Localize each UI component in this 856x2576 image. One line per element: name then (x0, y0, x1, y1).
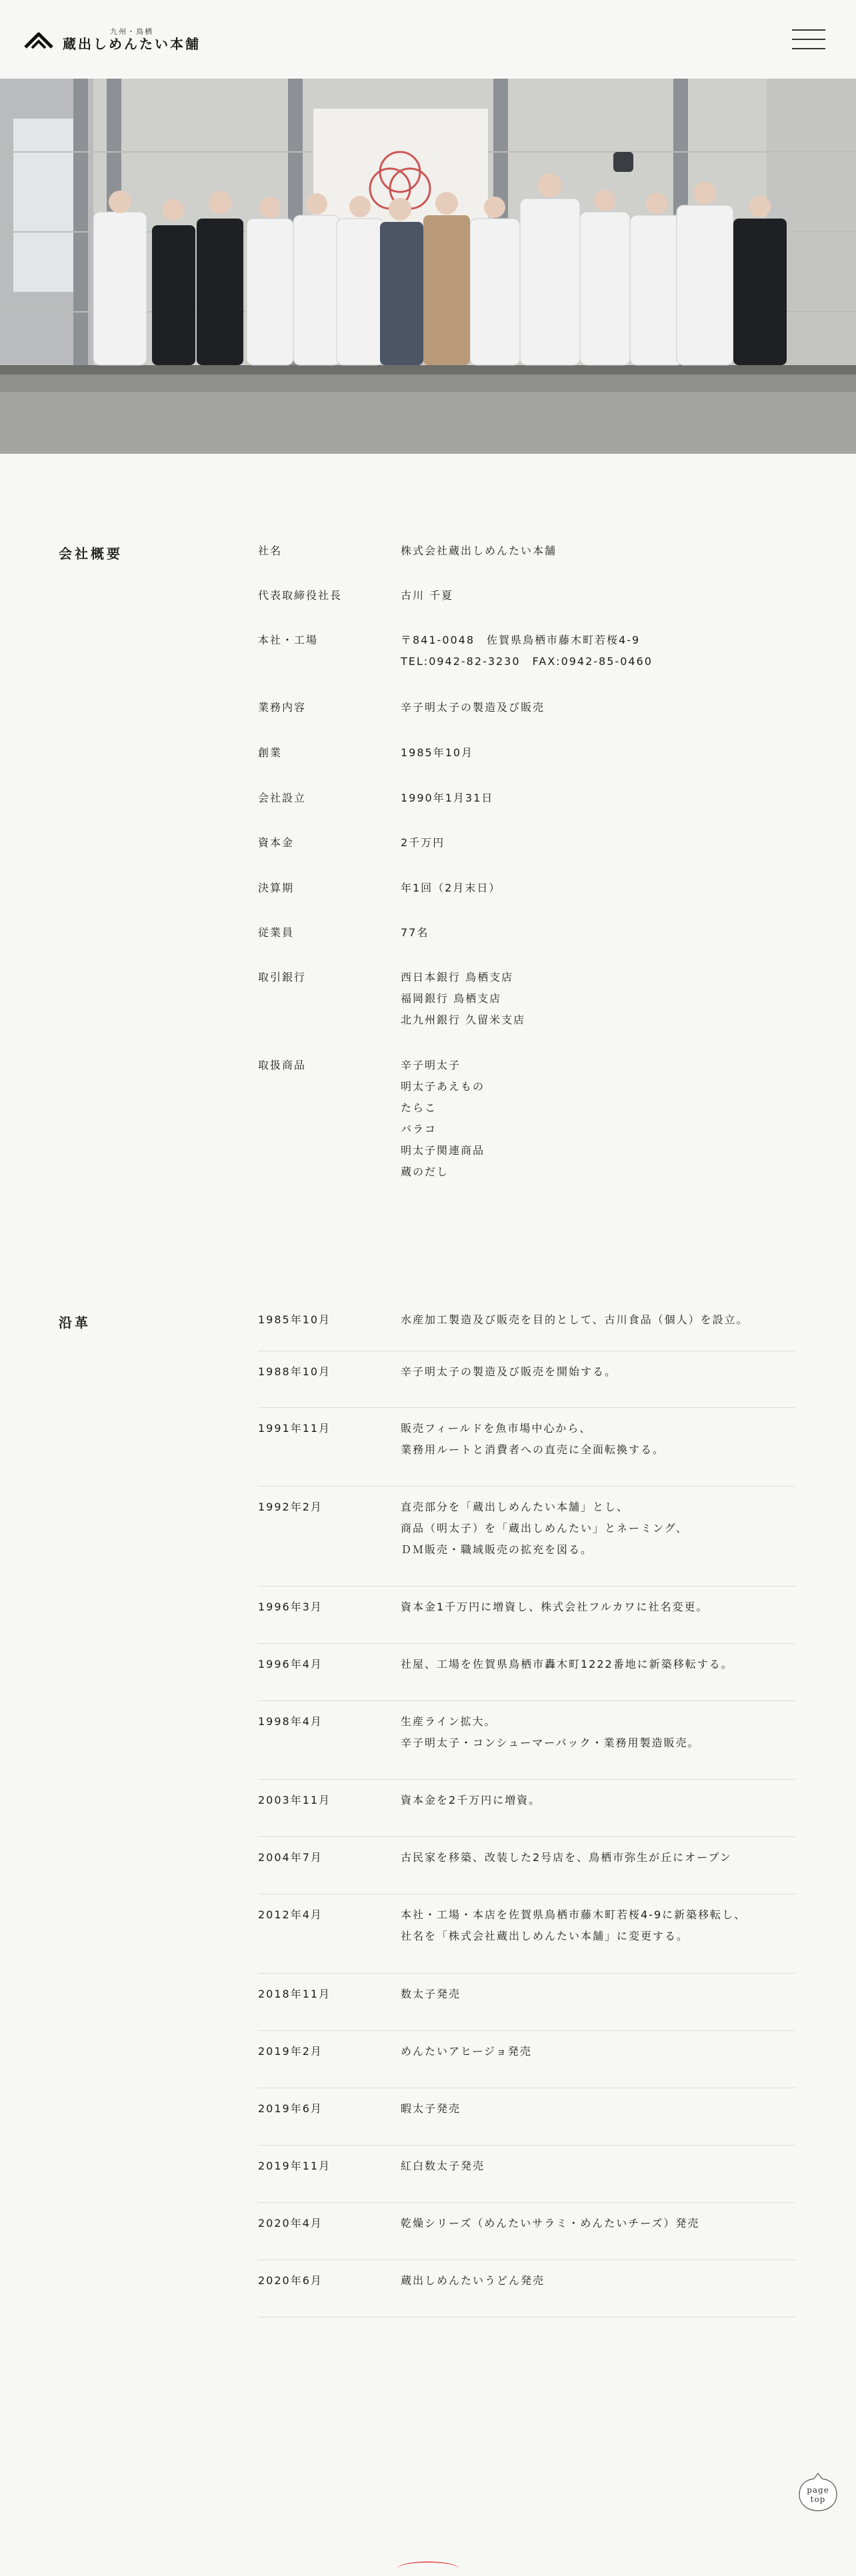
history-row (258, 1643, 795, 1701)
history-text: 生産ライン拡大。 (401, 1715, 497, 1728)
history-text: 乾燥シリーズ（めんたいサラミ・めんたいチーズ）発売 (401, 2217, 700, 2230)
history-date: 1985年10月 (258, 1313, 331, 1326)
history-date: 2019年2月 (258, 2045, 323, 2058)
history-row (258, 2202, 795, 2260)
history-title: 沿革 (59, 1315, 91, 1331)
history-text: 資本金を2千万円に増資。 (401, 1794, 541, 1806)
history-date: 1988年10月 (258, 1365, 331, 1378)
info-label: 創業 (258, 746, 283, 759)
hamburger-menu-button[interactable] (792, 28, 825, 51)
info-label: 取扱商品 (258, 1059, 307, 1071)
info-row-ceo (258, 585, 795, 606)
history-row (258, 2030, 795, 2088)
info-row-founded (258, 742, 795, 764)
logo-subtitle: 九州・鳥栖 (110, 27, 153, 36)
info-value: 辛子明太子 (401, 1059, 461, 1071)
info-value: 77名 (401, 926, 429, 939)
info-value: 明太子関連商品 (401, 1144, 485, 1157)
info-label: 社名 (258, 544, 283, 557)
info-value: 明太子あえもの (401, 1080, 485, 1093)
history-row (258, 1309, 795, 1351)
info-value: 北九州銀行 久留米支店 (401, 1013, 526, 1026)
info-value: 年1回（2月末日） (401, 882, 501, 894)
info-value: 株式会社蔵出しめんたい本舗 (401, 544, 557, 557)
info-label: 資本金 (258, 836, 295, 849)
history-date: 2019年6月 (258, 2102, 323, 2115)
history-text: 蔵出しめんたいうどん発売 (401, 2274, 545, 2287)
history-text: ＤＭ販売・職域販売の拡充を図る。 (401, 1543, 593, 1556)
history-row (258, 2145, 795, 2203)
history-date: 2019年11月 (258, 2160, 331, 2172)
history-row (258, 1973, 795, 2031)
roof-logo-icon (24, 30, 53, 50)
history-row (258, 1779, 795, 1837)
history-text: 本社・工場・本店を佐賀県鳥栖市藤木町若桜4-9に新築移転し、 (401, 1908, 747, 1921)
history-text: 辛子明太子・コンシューマーパック・業務用製造販売。 (401, 1736, 700, 1749)
info-label: 取引銀行 (258, 971, 307, 983)
history-text: 水産加工製造及び販売を目的として、古川食品（個人）を設立。 (401, 1313, 749, 1326)
info-label: 会社設立 (258, 792, 307, 804)
history-text: 業務用ルートと消費者への直売に全面転換する。 (401, 1443, 665, 1456)
page-top-label-2: top (810, 2495, 826, 2504)
info-row-established (258, 788, 795, 809)
info-label: 代表取締役社長 (258, 589, 343, 602)
history-date: 2012年4月 (258, 1908, 323, 1921)
info-label: 業務内容 (258, 701, 307, 714)
history-text: 数太子発売 (401, 1988, 461, 2000)
history-row (258, 2259, 795, 2317)
history-date: 2020年6月 (258, 2274, 323, 2287)
history-text: 紅白数太子発売 (401, 2160, 485, 2172)
history-text: 暇太子発売 (401, 2102, 461, 2115)
history-date: 2004年7月 (258, 1851, 323, 1864)
history-row (258, 2088, 795, 2146)
info-value: 蔵のだし (401, 1165, 449, 1178)
history-text: 直売部分を「蔵出しめんたい本舗」とし、 (401, 1501, 629, 1513)
history-date: 1991年11月 (258, 1422, 331, 1435)
history-text: めんたいアヒージョ発売 (401, 2045, 532, 2058)
info-value: 1985年10月 (401, 746, 474, 759)
company-overview-title: 会社概要 (59, 546, 123, 562)
info-value: 1990年1月31日 (401, 792, 494, 804)
info-row-fiscal (258, 878, 795, 899)
info-row-business (258, 697, 795, 718)
history-row (258, 1351, 795, 1408)
site-header (0, 0, 856, 79)
info-row-products (258, 1055, 795, 1183)
info-row-employees (258, 922, 795, 944)
history-date: 1996年4月 (258, 1658, 323, 1670)
history-text: 古民家を移築、改装した2号店を、鳥栖市弥生が丘にオープン (401, 1851, 732, 1864)
page-top-label-1: page (807, 2485, 829, 2495)
info-value: 2千万円 (401, 836, 445, 849)
info-row-headquarters (258, 630, 795, 672)
info-label: 本社・工場 (258, 634, 319, 646)
history-date: 1996年3月 (258, 1601, 323, 1613)
info-value: 〒841-0048 佐賀県鳥栖市藤木町若桜4-9 (401, 634, 641, 646)
history-row (258, 1407, 795, 1487)
info-row-capital (258, 832, 795, 854)
logo-title: 蔵出しめんたい本舗 (63, 36, 201, 52)
staff-group-photo (0, 79, 856, 454)
history-date: 2018年11月 (258, 1988, 331, 2000)
history-text: 資本金1千万円に増資し、株式会社フルカワに社名変更。 (401, 1601, 709, 1613)
info-label: 従業員 (258, 926, 295, 939)
info-value: たらこ (401, 1101, 437, 1114)
site-logo[interactable] (24, 27, 201, 53)
history-text: 商品（明太子）を「蔵出しめんたい」とネーミング、 (401, 1522, 689, 1535)
info-value: 西日本銀行 鳥栖支店 (401, 971, 514, 983)
info-row-banks (258, 967, 795, 1031)
history-date: 1992年2月 (258, 1501, 323, 1513)
page-top-button[interactable] (797, 2471, 839, 2513)
info-value: 辛子明太子の製造及び販売 (401, 701, 545, 714)
history-date: 2020年4月 (258, 2217, 323, 2230)
history-text: 社屋、工場を佐賀県鳥栖市轟木町1222番地に新築移転する。 (401, 1658, 733, 1670)
history-row (258, 1486, 795, 1587)
history-text: 社名を「株式会社蔵出しめんたい本舗」に変更する。 (401, 1930, 689, 1942)
history-text: 販売フィールドを魚市場中心から、 (401, 1422, 592, 1435)
history-row (258, 1700, 795, 1780)
info-value: 古川 千夏 (401, 589, 454, 602)
history-row (258, 1894, 795, 1974)
history-row (258, 1836, 795, 1894)
info-label: 決算期 (258, 882, 295, 894)
footer-arc-decoration (397, 2561, 459, 2576)
history-text: 辛子明太子の製造及び販売を開始する。 (401, 1365, 617, 1378)
info-value: 福岡銀行 鳥栖支店 (401, 992, 502, 1005)
history-row (258, 1586, 795, 1644)
history-date: 2003年11月 (258, 1794, 331, 1806)
info-value: バラコ (401, 1123, 437, 1135)
history-date: 1998年4月 (258, 1715, 323, 1728)
info-value: TEL:0942-82-3230 FAX:0942-85-0460 (401, 655, 653, 668)
info-row-name (258, 540, 795, 562)
